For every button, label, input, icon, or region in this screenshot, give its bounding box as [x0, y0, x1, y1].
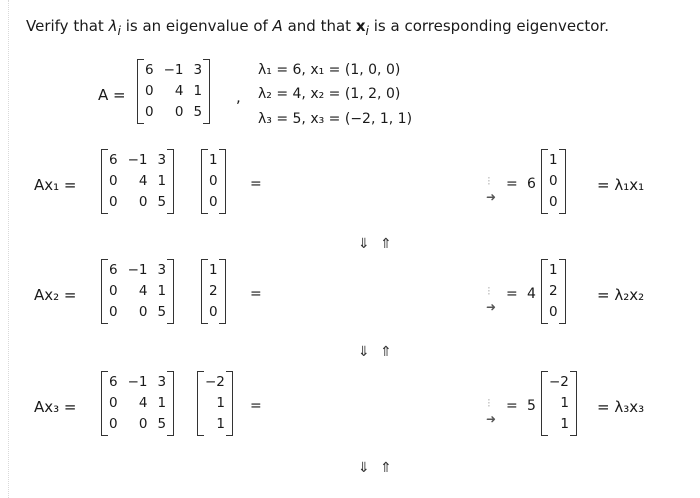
matrix-entry: 1 — [193, 83, 203, 99]
equals-sign: = — [506, 398, 518, 414]
matrix-a — [104, 260, 171, 323]
equals-sign: = — [250, 286, 262, 302]
dots-icon: ⁝ — [487, 174, 491, 188]
matrix-entry: 0 — [109, 194, 118, 210]
prompt-text: is a corresponding eigenvector. — [368, 17, 609, 35]
prompt-text: and that — [282, 17, 356, 35]
result-vector — [544, 150, 563, 213]
matrix-entry: 5 — [157, 304, 167, 320]
matrix-entry: 0 — [109, 304, 118, 320]
matrix-entry: 1 — [560, 416, 569, 432]
matrix-entry: 1 — [216, 416, 225, 432]
matrix-entry: −2 — [205, 374, 225, 390]
lambda-symbol: λ — [108, 17, 118, 35]
matrix-entry: 6 — [109, 374, 118, 390]
matrix-entry: 2 — [549, 283, 558, 299]
matrix-entry: 0 — [138, 416, 148, 432]
step-arrows-2: ⇓ ⇑ — [358, 344, 395, 360]
page-edge-guide — [8, 0, 9, 498]
matrix-entry: 4 — [138, 173, 148, 189]
matrix-entry: 4 — [138, 283, 148, 299]
matrix-entry: 1 — [157, 395, 167, 411]
matrix-entry: 3 — [193, 62, 203, 78]
matrix-entry: 3 — [157, 374, 167, 390]
arrow-right-icon: ➜ — [486, 412, 497, 426]
matrix-entry: 6 — [145, 62, 154, 78]
arrow-right-icon: ➜ — [486, 300, 497, 314]
subscript-i: i — [117, 23, 121, 38]
matrix-entry: 6 — [109, 152, 118, 168]
matrix-a-label: A = — [98, 86, 126, 104]
matrix-entry: 0 — [549, 304, 558, 320]
matrix-entry: 0 — [549, 173, 558, 189]
step-arrows-3: ⇓ ⇑ — [358, 460, 395, 476]
result-vector — [544, 260, 563, 323]
matrix-entry: 1 — [560, 395, 569, 411]
matrix-entry: 6 — [109, 262, 118, 278]
eigenvector — [200, 372, 230, 435]
eigenpair-3: λ₃ = 5, x₃ = (−2, 1, 1) — [258, 111, 413, 127]
eigenvalue-scalar: 4 — [527, 286, 536, 302]
equals-sign: = — [250, 176, 262, 192]
product-label: Ax₃ = — [34, 398, 77, 416]
matrix-entry: 5 — [157, 194, 167, 210]
matrix-entry: 1 — [549, 262, 558, 278]
problem-prompt — [26, 17, 609, 38]
matrix-entry: 0 — [145, 104, 154, 120]
matrix-entry: −1 — [127, 152, 148, 168]
matrix-entry: −2 — [549, 374, 569, 390]
eigenvalue-scalar: 6 — [527, 176, 536, 192]
product-label: Ax₁ = — [34, 176, 77, 194]
matrix-entry: 1 — [216, 395, 225, 411]
eigen-result-label: = λ₁x₁ — [597, 176, 645, 194]
matrix-entry: 0 — [138, 194, 148, 210]
matrix-entry: 0 — [209, 194, 218, 210]
matrix-entry: 0 — [138, 304, 148, 320]
matrix-entry: 0 — [209, 173, 218, 189]
matrix-entry: 2 — [209, 283, 218, 299]
subscript-i: i — [365, 23, 369, 38]
matrix-entry: 0 — [109, 173, 118, 189]
matrix-entry: −1 — [163, 62, 184, 78]
matrix-entry: 4 — [138, 395, 148, 411]
step-arrows-1: ⇓ ⇑ — [358, 236, 395, 252]
matrix-entry: −1 — [127, 374, 148, 390]
matrix-entry: 0 — [109, 395, 118, 411]
matrix-a — [104, 372, 171, 435]
eigenvector — [204, 150, 223, 213]
matrix-entry: 3 — [157, 262, 167, 278]
matrix-entry: 5 — [193, 104, 203, 120]
matrix-entry: −1 — [127, 262, 148, 278]
matrix-symbol: A — [272, 17, 283, 35]
comma: , — [236, 88, 241, 106]
matrix-entry: 1 — [209, 152, 218, 168]
matrix-entry: 0 — [174, 104, 184, 120]
result-vector — [544, 372, 574, 435]
vector-symbol: x — [355, 17, 366, 35]
matrix-entry: 0 — [145, 83, 154, 99]
matrix-a — [140, 60, 207, 123]
matrix-entry: 0 — [109, 283, 118, 299]
dots-icon: ⁝ — [487, 396, 491, 410]
eigen-result-label: = λ₃x₃ — [597, 398, 645, 416]
arrow-right-icon: ➜ — [486, 190, 497, 204]
eigenpair-1: λ₁ = 6, x₁ = (1, 0, 0) — [258, 62, 401, 78]
prompt-text: is an eigenvalue of — [120, 17, 273, 35]
matrix-entry: 1 — [157, 283, 167, 299]
equals-sign: = — [250, 398, 262, 414]
equals-sign: = — [506, 286, 518, 302]
matrix-entry: 5 — [157, 416, 167, 432]
matrix-a — [104, 150, 171, 213]
eigenvector — [204, 260, 223, 323]
prompt-text: Verify that — [26, 17, 109, 35]
equals-sign: = — [506, 176, 518, 192]
matrix-entry: 1 — [157, 173, 167, 189]
matrix-entry: 1 — [549, 152, 558, 168]
matrix-entry: 1 — [209, 262, 218, 278]
eigen-result-label: = λ₂x₂ — [597, 286, 645, 304]
eigenvalue-scalar: 5 — [527, 398, 536, 414]
product-label: Ax₂ = — [34, 286, 77, 304]
matrix-entry: 0 — [549, 194, 558, 210]
matrix-entry: 3 — [157, 152, 167, 168]
dots-icon: ⁝ — [487, 284, 491, 298]
matrix-entry: 4 — [174, 83, 184, 99]
matrix-entry: 0 — [109, 416, 118, 432]
matrix-entry: 0 — [209, 304, 218, 320]
eigenpair-2: λ₂ = 4, x₂ = (1, 2, 0) — [258, 86, 401, 102]
